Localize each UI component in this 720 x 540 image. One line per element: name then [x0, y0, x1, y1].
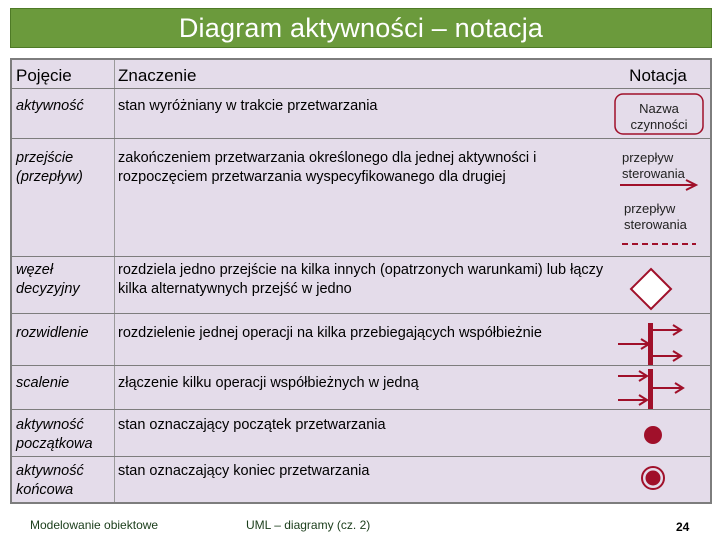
table-header-row: [12, 60, 710, 89]
table-row: [12, 457, 710, 502]
row-concept: aktywność początkowa: [16, 417, 93, 452]
decision-notation: [610, 257, 710, 313]
row-meaning: stan oznaczający początek przetwarzania: [118, 417, 386, 433]
row-concept: przejście (przepływ): [16, 150, 83, 185]
row-meaning: stan oznaczający koniec przetwarzania: [118, 463, 370, 479]
flow-notation: [610, 139, 710, 256]
fork-bar-icon: [610, 314, 710, 366]
table-row: [12, 139, 710, 257]
table-row: [12, 314, 710, 366]
header-concept: Pojęcie: [16, 66, 72, 85]
row-concept: węzeł decyzyjny: [16, 262, 80, 297]
table-row: [12, 410, 710, 457]
fork-notation: [610, 314, 710, 365]
row-meaning: rozdziela jedno przejście na kilka innych (opatrzonych warunkami) lub łączy kilka alternatywnych przejść w jedno: [118, 262, 604, 297]
table-row: [12, 366, 710, 410]
row-concept: rozwidlenie: [16, 325, 89, 341]
table-row: [12, 257, 710, 314]
final-notation: [610, 457, 710, 502]
table-row: [12, 89, 710, 139]
header-notation: Notacja: [629, 66, 687, 85]
final-node-icon: [610, 457, 710, 502]
activity-label: Nazwa czynności: [630, 101, 688, 132]
row-meaning: zakończeniem przetwarzania określonego dla jednej aktywności i rozpoczęciem przetwarzania wyspecyfikowanego dla drugiej: [118, 150, 537, 185]
footer-topic: UML – diagramy (cz. 2): [246, 518, 371, 532]
slide-title: Diagram aktywności – notacja: [178, 12, 544, 43]
header-meaning: Znaczenie: [118, 66, 197, 85]
join-notation: [610, 366, 710, 409]
flow-arrows-icon: [610, 139, 710, 257]
row-concept: aktywność końcowa: [16, 463, 84, 498]
initial-node-icon: [610, 410, 710, 457]
page-number: 24: [676, 520, 690, 534]
row-meaning: złączenie kilku operacji współbieżnych w jedną: [118, 375, 419, 391]
row-concept: aktywność: [16, 98, 84, 114]
initial-notation: [610, 410, 710, 456]
activity-notation: [610, 89, 710, 138]
solid-flow-label: przepływ sterowania: [622, 150, 685, 181]
row-concept: scalenie: [16, 375, 70, 391]
dashed-flow-label: przepływ sterowania: [624, 201, 687, 232]
row-meaning: rozdzielenie jednej operacji na kilka przebiegających współbieżnie: [118, 325, 542, 341]
footer-course: Modelowanie obiektowe: [30, 518, 159, 532]
join-bar-icon: [610, 366, 710, 410]
row-meaning: stan wyróżniany w trakcie przetwarzania: [118, 98, 378, 114]
notation-table: [10, 58, 712, 504]
slide-title-bar: [10, 8, 712, 48]
decision-diamond-icon: [610, 257, 710, 314]
